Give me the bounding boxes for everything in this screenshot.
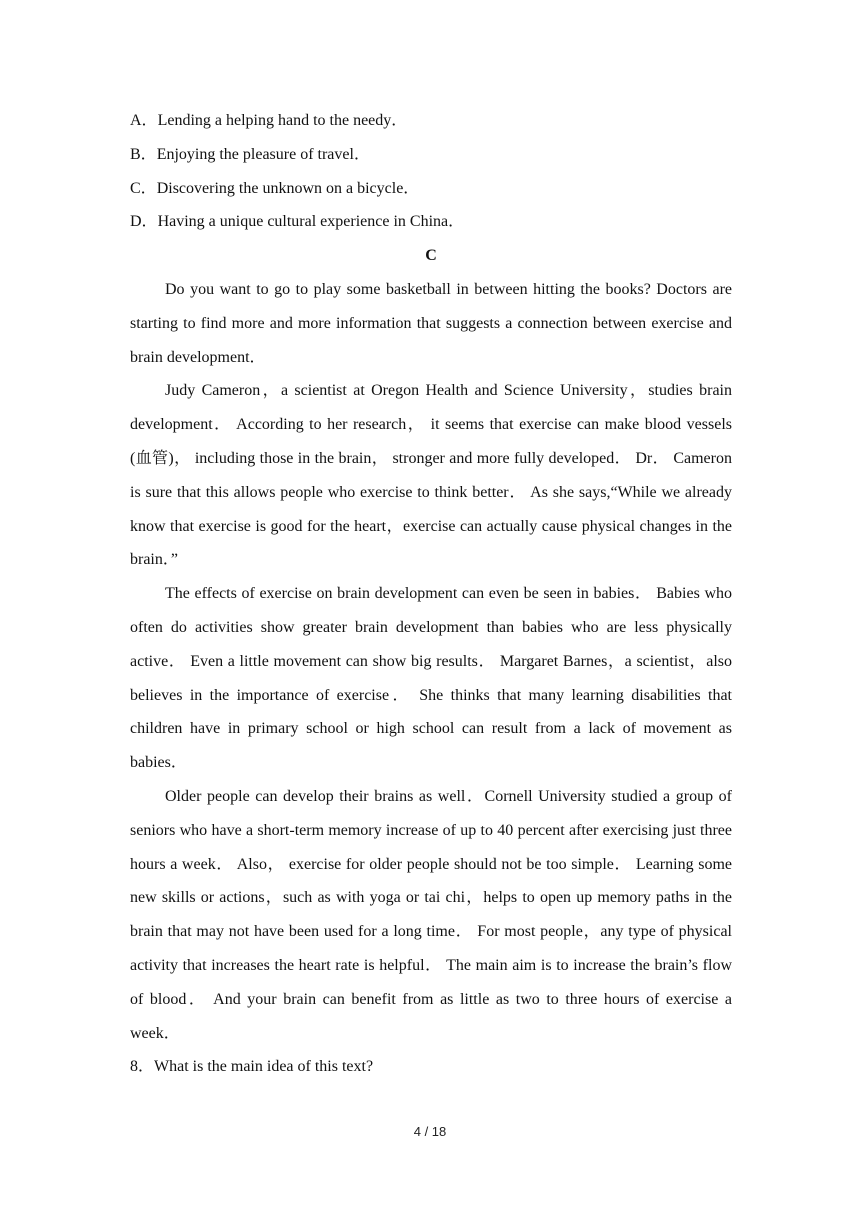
- option-d-letter: D．: [130, 213, 158, 231]
- page-number: 4 / 18: [413, 1124, 447, 1139]
- option-d-text: Having a unique cultural experience in China．: [157, 213, 465, 231]
- question-8: [130, 1050, 732, 1084]
- paragraph-2: Judy Cameron，a scientist at Oregon Health and Science University，studies brain development． According to her research， it seems that exercise can make blood vessels (血管)， including those in the brain， stronger and more fully developed． Dr． Cameron is sure that this allows people who exercise to think better． As she says,“While we already know that exercise is good for the heart，exercise can actually cause physical changes in the brain．”: [130, 382, 732, 569]
- option-d: [130, 205, 732, 239]
- document-page: [130, 104, 732, 1084]
- option-c: [130, 172, 732, 206]
- option-b-text: Enjoying the pleasure of travel．: [156, 145, 370, 163]
- option-b-letter: B．: [130, 145, 157, 163]
- paragraph-4: Older people can develop their brains as well．Cornell University studied a group of seniors who have a short-term memory increase of up to 40 percent after exercising just three hours a week． Also， exercise for older people should not be too simple． Learning some new skills or actions，such as with yoga or tai chi，helps to open up memory paths in the brain that may not have been used for a long time． For most people，any type of physical activity that increases the heart rate is helpful． The main aim is to increase the brain’s flow of blood． And your brain can benefit from as little as two to three hours of exercise a week．: [130, 787, 732, 1042]
- option-a-letter: A．: [130, 112, 158, 129]
- option-c-letter: C．: [130, 179, 157, 197]
- paragraph-1: Do you want to go to play some basketball in between hitting the books? Doctors are starting to find more and more information that suggests a connection between exercise and brain development．: [130, 280, 732, 366]
- question-number: 8．: [130, 1058, 155, 1076]
- section-title: C: [425, 247, 437, 265]
- paragraph-3: The effects of exercise on brain development can even be seen in babies． Babies who often do activities show greater brain development than babies who are less physically active． Even a little movement can show big results． Margaret Barnes，a scientist，also believes in the importance of exercise． She thinks that many learning disabilities that children have in primary school or high school can result from a lack of movement as babies．: [130, 585, 732, 772]
- option-b: [130, 138, 732, 172]
- option-a-text: Lending a helping hand to the needy．: [157, 112, 408, 129]
- question-text: What is the main idea of this text?: [154, 1058, 374, 1076]
- option-c-text: Discovering the unknown on a bicycle．: [156, 179, 420, 197]
- option-a: [130, 104, 732, 138]
